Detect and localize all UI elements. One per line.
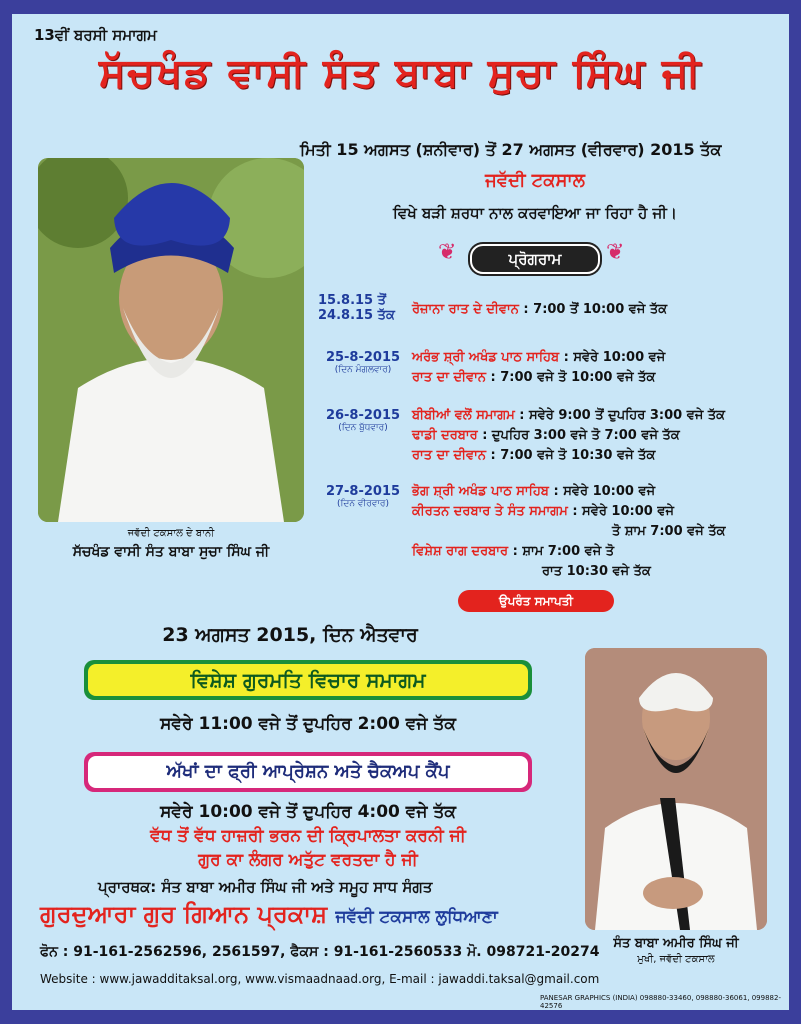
head-caption: ਸੰਤ ਬਾਬਾ ਅਮੀਰ ਸਿੰਘ ਜੀ	[613, 936, 739, 951]
langar-note: ਗੁਰ ਕਾ ਲੰਗਰ ਅਤੁੱਟ ਵਰਤਦਾ ਹੈ ਜੀ	[198, 850, 418, 870]
item-label: ਰੋਜ਼ਾਨਾ ਰਾਤ ਦੇ ਦੀਵਾਨ	[412, 302, 519, 317]
print-credit: PANESAR GRAPHICS (INDIA) 098880-33460, 098880-36061, 099882-42576	[540, 994, 781, 1010]
prarthak-line: ਪ੍ਰਾਰਥਕ: ਸੰਤ ਬਾਬਾ ਅਮੀਰ ਸਿੰਘ ਜੀ ਅਤੇ ਸਮੂਹ ਸਾਧ ਸੰਗਤ	[98, 878, 433, 896]
event-dates: ਮਿਤੀ 15 ਅਗਸਤ (ਸ਼ਨੀਵਾਰ) ਤੋਂ 27 ਅਗਸਤ (ਵੀਰਵਾਰ) 2015 ਤੱਕ	[300, 140, 722, 159]
contact-web: Website : www.jawadditaksal.org, www.vismaadnaad.org, E-mail : jawaddi.taksal@gmail.com	[40, 972, 600, 986]
venue-name: ਜਵੱਦੀ ਟਕਸਾਲ	[485, 170, 585, 191]
founder-caption: ਸੱਚਖੰਡ ਵਾਸੀ ਸੰਤ ਬਾਬਾ ਸੁਚਾ ਸਿੰਘ ਜੀ	[72, 544, 270, 560]
flourish-right-icon: ❦	[606, 240, 625, 265]
founder-photo	[38, 158, 304, 522]
schedule-item	[412, 370, 655, 385]
date-day: (ਦਿਨ ਮੰਗਲਵਾਰ)	[334, 365, 392, 375]
item-label: ਰਾਤ ਦਾ ਦੀਵਾਨ	[412, 370, 486, 385]
anniversary-label: 13ਵੀਂ ਬਰਸੀ ਸਮਾਗਮ	[34, 26, 157, 44]
date-day: (ਦਿਨ ਬੁੱਧਵਾਰ)	[338, 423, 388, 433]
item-time: : 7:00 ਵਜੇ ਤੋ 10:00 ਵਜੇ ਤੱਕ	[490, 370, 656, 385]
item-label: ਰਾਤ ਦਾ ਦੀਵਾਨ	[412, 448, 486, 463]
item-time: ਰਾਤ 10:30 ਵਜੇ ਤੱਕ	[542, 564, 651, 579]
gurmat-title: ਵਿਸ਼ੇਸ਼ ਗੁਰਮਤਿ ਵਿਚਾਰ ਸਮਾਗਮ	[88, 664, 528, 696]
conclusion-badge: ਉਪਰੰਤ ਸਮਾਪਤੀ	[458, 590, 614, 612]
date-start: 25-8-2015	[325, 350, 401, 365]
schedule-date	[318, 408, 408, 433]
schedule-item	[612, 524, 726, 539]
item-time: : ਦੁਪਹਿਰ 3:00 ਵਜੇ ਤੋ 7:00 ਵਜੇ ਤੱਕ	[482, 428, 680, 443]
item-time: : ਸਵੇਰੇ 10:00 ਵਜੇ	[553, 484, 656, 499]
head-caption-small: ਮੁਖੀ, ਜਵੱਦੀ ਟਕਸਾਲ	[637, 954, 715, 965]
schedule-item	[542, 564, 651, 579]
item-label: ਅਰੰਭ ਸ਼੍ਰੀ ਅਖੰਡ ਪਾਠ ਸਾਹਿਬ	[412, 350, 560, 365]
schedule-date	[318, 484, 408, 509]
gurmat-banner	[84, 660, 532, 700]
schedule-item	[412, 350, 665, 365]
gurdwara-name	[40, 900, 498, 928]
program-badge: ਪ੍ਰੋਗਰਾਮ	[470, 244, 600, 274]
item-time: : ਸਵੇਰੇ 9:00 ਤੋਂ ਦੁਪਹਿਰ 3:00 ਵਜੇ ਤੱਕ	[519, 408, 726, 423]
eye-camp-time: ਸਵੇਰੇ 10:00 ਵਜੇ ਤੋਂ ਦੁਪਹਿਰ 4:00 ਵਜੇ ਤੱਕ	[160, 802, 456, 822]
schedule-date	[318, 293, 408, 323]
item-time: : ਸਵੇਰੇ 10:00 ਵਜੇ	[563, 350, 666, 365]
schedule-item	[412, 408, 725, 423]
schedule-item	[412, 504, 674, 519]
item-time: : ਸ਼ਾਮ 7:00 ਵਜੇ ਤੋ	[512, 544, 615, 559]
attendance-appeal: ਵੱਧ ਤੋਂ ਵੱਧ ਹਾਜ਼ਰੀ ਭਰਨ ਦੀ ਕ੍ਰਿਪਾਲਤਾ ਕਰਨੀ ਜੀ	[150, 826, 466, 846]
item-label: ਕੀਰਤਨ ਦਰਬਾਰ ਤੇ ਸੰਤ ਸਮਾਗਮ	[412, 504, 568, 519]
schedule-date	[318, 350, 408, 375]
item-label: ਵਿਸ਼ੇਸ਼ ਰਾਗ ਦਰਬਾਰ	[412, 544, 509, 559]
item-label: ਭੋਗ ਸ਼੍ਰੀ ਅਖੰਡ ਪਾਠ ਸਾਹਿਬ	[412, 484, 549, 499]
main-title: ਸੱਚਖੰਡ ਵਾਸੀ ਸੰਤ ਬਾਬਾ ਸੁਚਾ ਸਿੰਘ ਜੀ	[98, 50, 703, 96]
schedule-item	[412, 428, 680, 443]
item-label: ਢਾਡੀ ਦਰਬਾਰ	[412, 428, 478, 443]
item-time: : 7:00 ਤੋਂ 10:00 ਵਜੇ ਤੱਕ	[523, 302, 668, 317]
date-start: 26-8-2015	[325, 408, 401, 423]
date-end: 24.8.15 ਤੱਕ	[318, 308, 395, 323]
eye-camp-banner	[84, 752, 532, 792]
head-photo	[585, 648, 767, 930]
flourish-left-icon: ❦	[438, 240, 457, 265]
venue-subtitle: ਵਿਖੇ ਬੜੀ ਸ਼ਰਧਾ ਨਾਲ ਕਰਵਾਇਆ ਜਾ ਰਿਹਾ ਹੈ ਜੀ।	[393, 204, 677, 222]
schedule-item	[412, 484, 655, 499]
gurmat-time: ਸਵੇਰੇ 11:00 ਵਜੇ ਤੋਂ ਦੁਪਹਿਰ 2:00 ਵਜੇ ਤੱਕ	[160, 714, 456, 734]
schedule-item	[412, 302, 667, 317]
contact-phone: ਫੋਨ : 91-161-2562596, 2561597, ਫੈਕਸ : 91-161-2560533 ਮੋ. 098721-20274	[40, 944, 600, 960]
item-label: ਬੀਬੀਆਂ ਵਲੋਂ ਸਮਾਗਮ	[412, 408, 515, 423]
gurdwara-location: ਜਵੱਦੀ ਟਕਸਾਲ ਲੁਧਿਆਣਾ	[335, 907, 498, 927]
date-start: 15.8.15 ਤੋਂ	[318, 293, 386, 308]
item-time: : 7:00 ਵਜੇ ਤੋ 10:30 ਵਜੇ ਤੱਕ	[490, 448, 656, 463]
schedule-item	[412, 448, 655, 463]
item-time: : ਸਵੇਰੇ 10:00 ਵਜੇ	[572, 504, 674, 519]
schedule-item	[412, 544, 614, 559]
eye-camp-title: ਅੱਖਾਂ ਦਾ ਫ੍ਰੀ ਆਪ੍ਰੇਸ਼ਨ ਅਤੇ ਚੈਕਅਪ ਕੈਂਪ	[88, 756, 528, 788]
founder-caption-small: ਜਵੱਦੀ ਟਕਸਾਲ ਦੇ ਬਾਨੀ	[127, 528, 215, 539]
gurdwara-title: ਗੁਰਦੁਆਰਾ ਗੁਰ ਗਿਆਨ ਪ੍ਰਕਾਸ਼	[40, 900, 328, 928]
item-time: ਤੋ ਸ਼ਾਮ 7:00 ਵਜੇ ਤੱਕ	[612, 524, 726, 539]
special-date: 23 ਅਗਸਤ 2015, ਦਿਨ ਐਤਵਾਰ	[162, 624, 418, 646]
date-day: (ਦਿਨ ਵੀਰਵਾਰ)	[336, 499, 390, 509]
date-start: 27-8-2015	[325, 484, 401, 499]
